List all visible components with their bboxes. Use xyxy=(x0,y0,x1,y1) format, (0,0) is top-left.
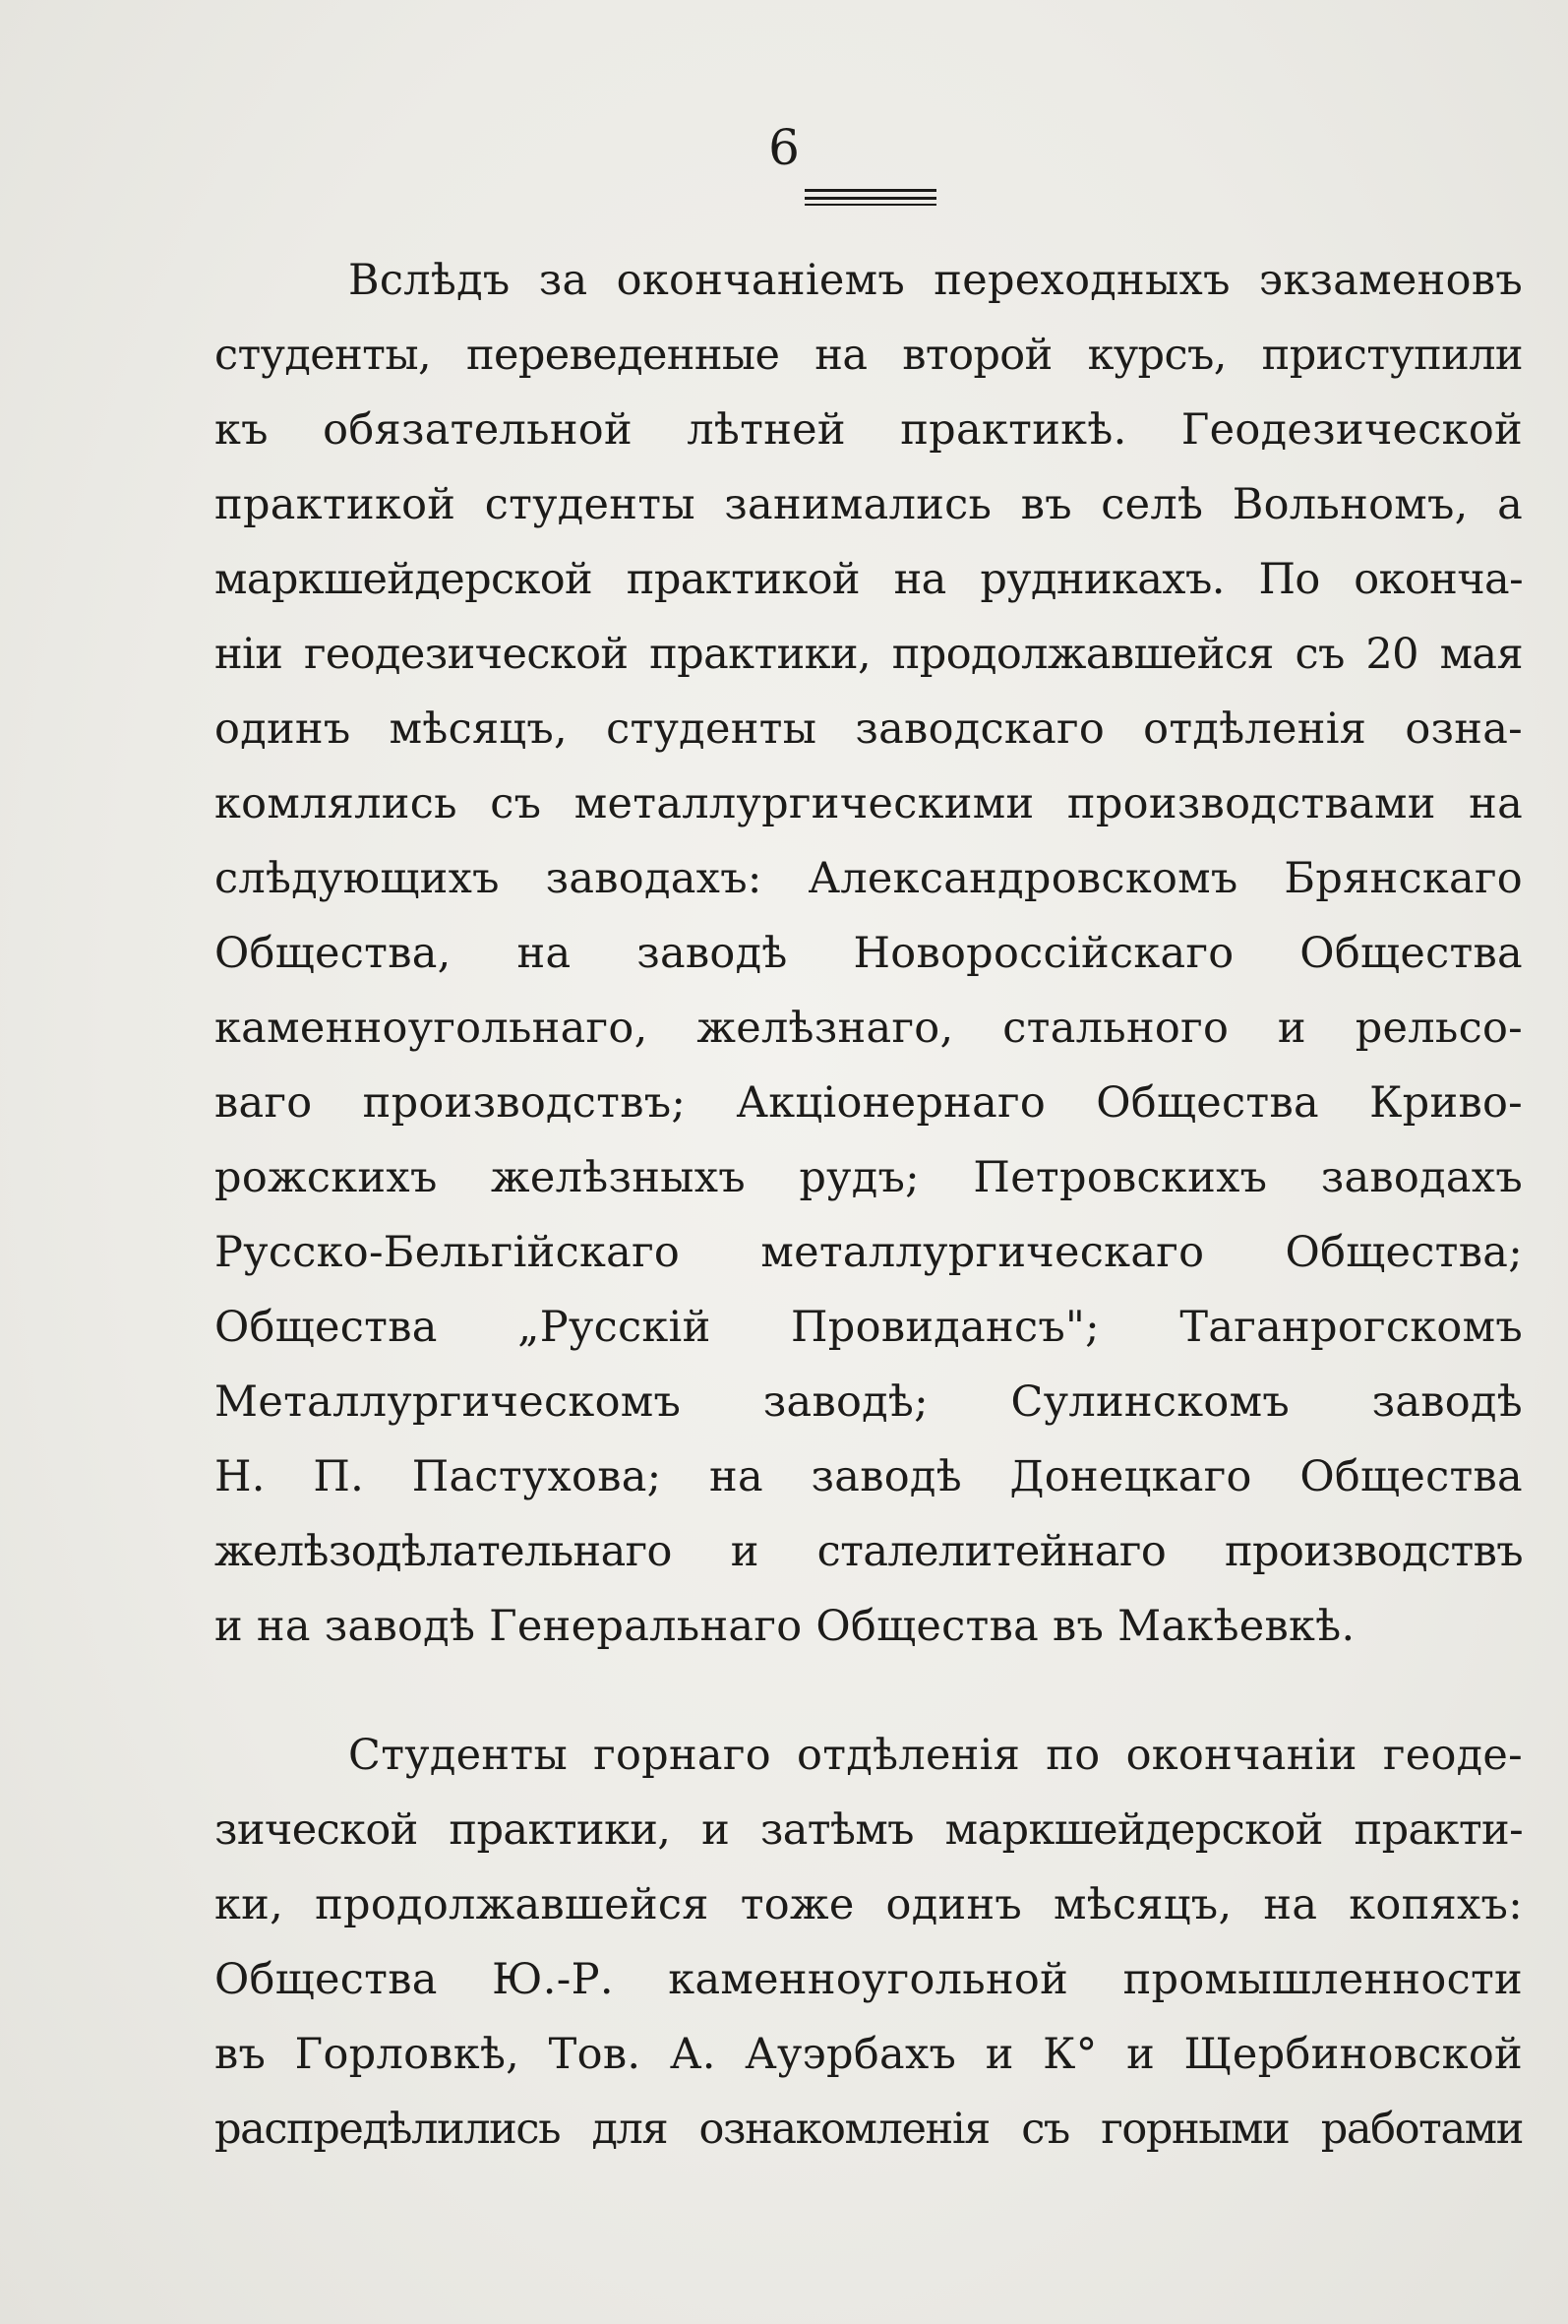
text-line: Русско-Бельгійскаго металлургическаго Общества; xyxy=(214,1228,1523,1277)
text-line: одинъ мѣсяцъ, студенты заводскаго отдѣленія озна- xyxy=(214,704,1523,754)
page-number: 6 xyxy=(768,119,800,176)
text-line: Общества „Русскій Провидансъ"; Таганрогскомъ xyxy=(214,1303,1523,1352)
text-line: Студенты горнаго отдѣленія по окончаніи геоде- xyxy=(348,1731,1523,1780)
text-line: Общества Ю.-Р. каменноугольной промышленности xyxy=(214,1955,1523,2004)
text-line: Металлургическомъ заводѣ; Сулинскомъ заводѣ xyxy=(214,1377,1523,1427)
text-line: практикой студенты занимались въ селѣ Вольномъ, а xyxy=(214,480,1523,529)
header-rule xyxy=(805,204,936,206)
text-line: зической практики, и затѣмъ маркшейдерской практи- xyxy=(214,1805,1523,1855)
text-line: рожскихъ желѣзныхъ рудъ; Петровскихъ заводахъ xyxy=(214,1153,1523,1202)
text-line: слѣдующихъ заводахъ: Александровскомъ Брянскаго xyxy=(214,854,1523,903)
text-line: ваго производствъ; Акціонернаго Общества Криво- xyxy=(214,1078,1523,1128)
text-line: Вслѣдъ за окончаніемъ переходныхъ экзаменовъ xyxy=(348,256,1523,305)
text-line: желѣзодѣлательнаго и сталелитейнаго производствъ xyxy=(214,1527,1523,1576)
text-line: ніи геодезической практики, продолжавшейся съ 20 мая xyxy=(214,630,1523,679)
text-line: каменноугольнаго, желѣзнаго, стального и рельсо- xyxy=(214,1004,1523,1053)
text-line: маркшейдерской практикой на рудникахъ. По оконча- xyxy=(214,555,1523,604)
text-line: распредѣлились для ознакомленія съ горными работами xyxy=(214,2105,1523,2154)
text-line: ки, продолжавшейся тоже одинъ мѣсяцъ, на копяхъ: xyxy=(214,1880,1523,1929)
text-line: Н. П. Пастухова; на заводѣ Донецкаго Общества xyxy=(214,1452,1523,1501)
text-line: къ обязательной лѣтней практикѣ. Геодезической xyxy=(214,405,1523,455)
text-line: въ Горловкѣ, Тов. А. Ауэрбахъ и К° и Щербиновской xyxy=(214,2030,1523,2079)
header-rule xyxy=(805,189,936,192)
header-rule xyxy=(805,197,936,200)
paragraph-1 xyxy=(214,243,1523,1664)
text-line: студенты, переведенные на второй курсъ, приступили xyxy=(214,331,1523,380)
paragraph-2 xyxy=(214,1718,1523,2167)
text-line: комлялись съ металлургическими производствами на xyxy=(214,779,1523,828)
text-line: и на заводѣ Генеральнаго Общества въ Макѣевкѣ. xyxy=(214,1602,1356,1651)
text-line: Общества, на заводѣ Новороссійскаго Общества xyxy=(214,929,1523,978)
